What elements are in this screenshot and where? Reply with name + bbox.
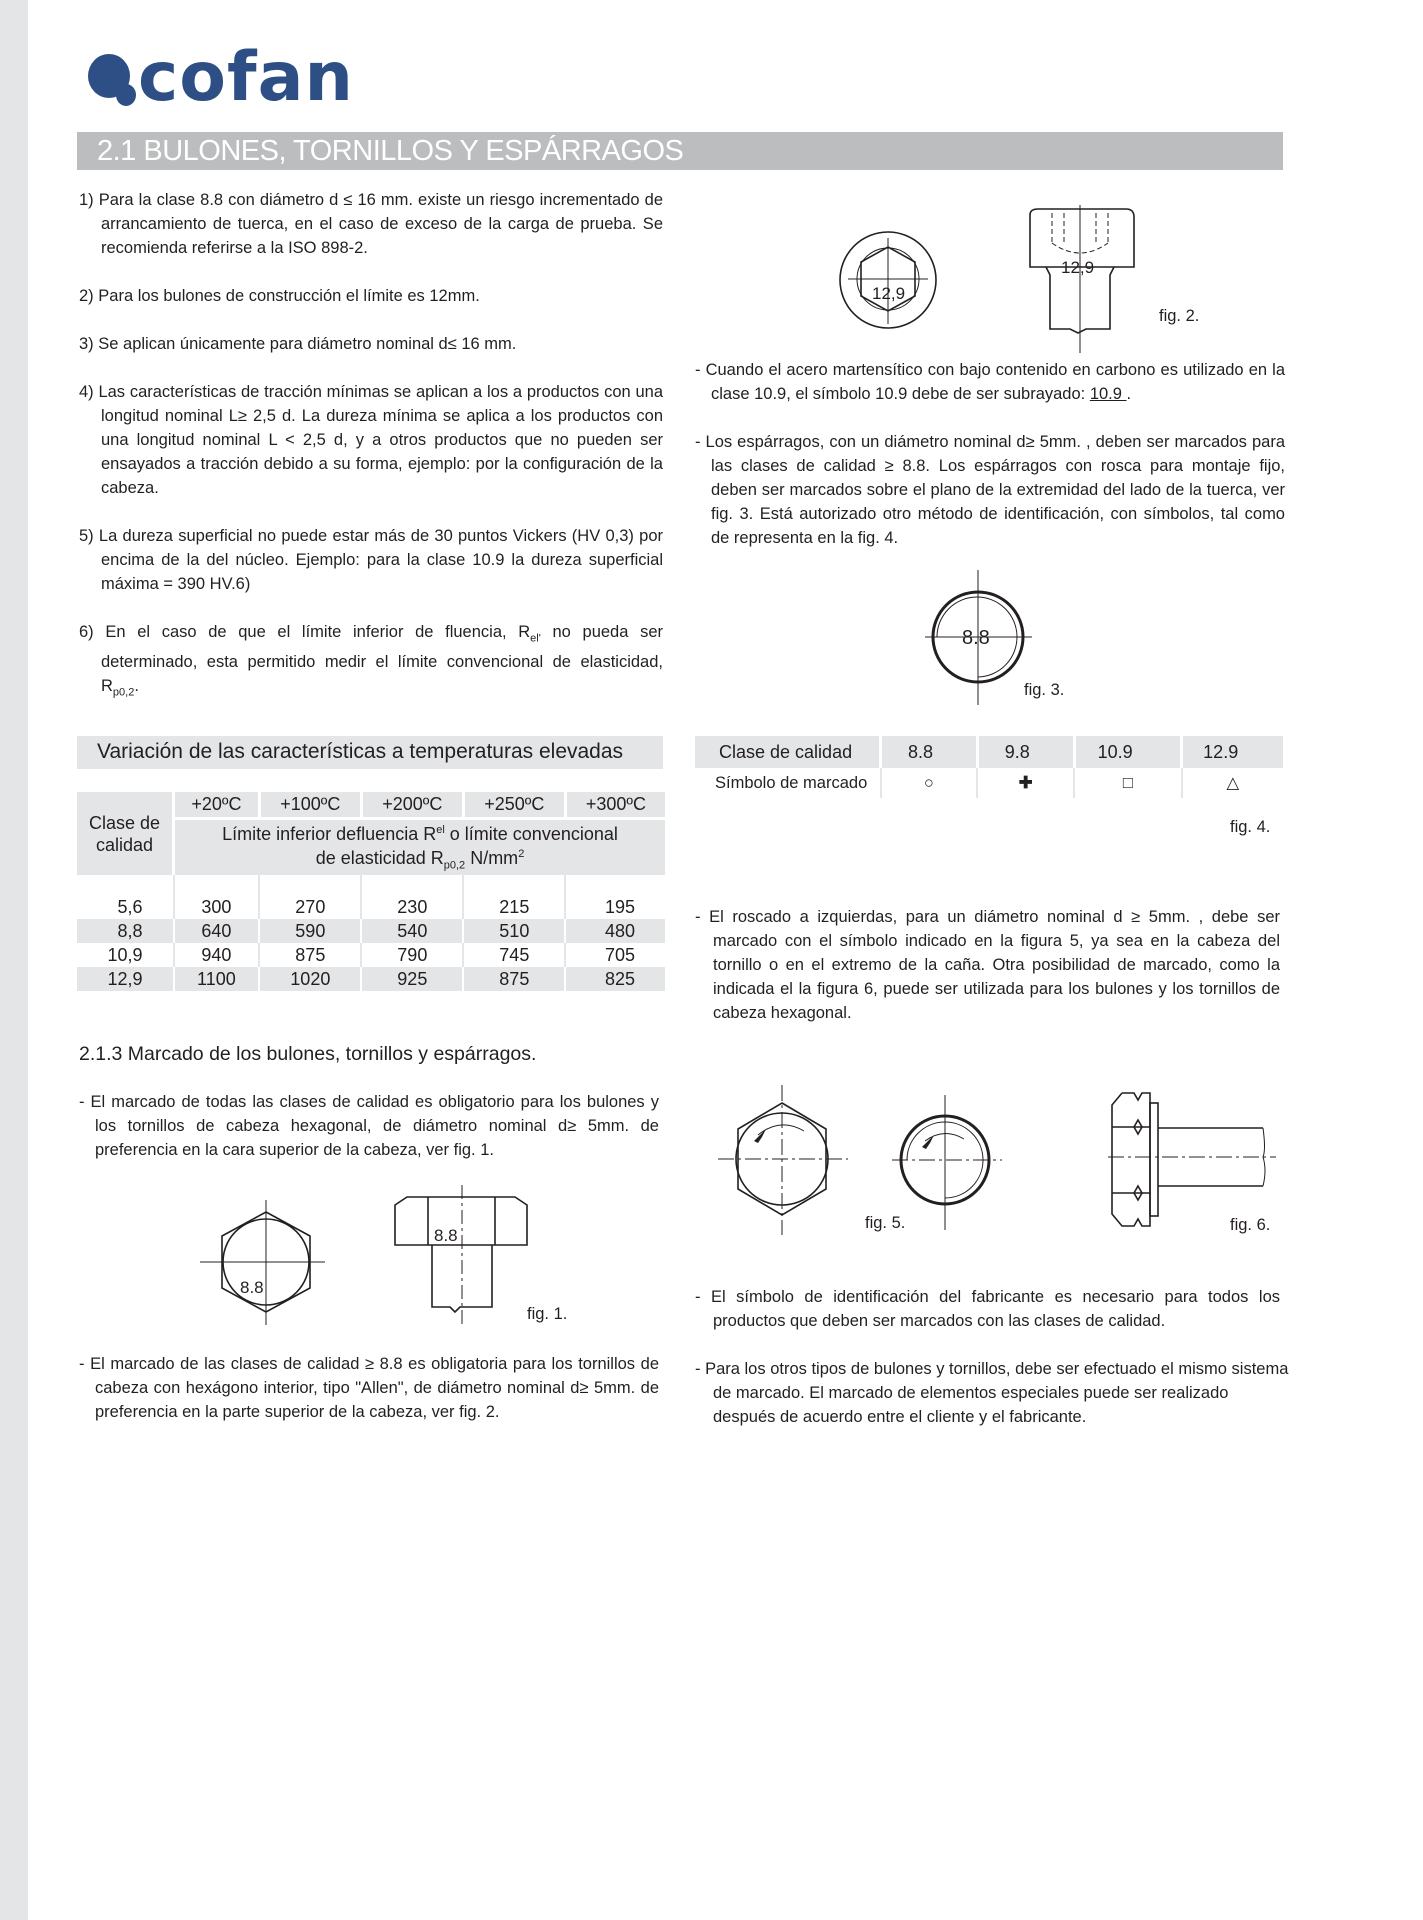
martensitic-paragraph: - Cuando el acero martensítico con bajo contenido en carbono es utilizado en la clase 10.9, el símbolo 10.9 debe de ser subrayado: 10.9 . xyxy=(695,361,1285,403)
note-5: 5) La dureza superficial no puede estar más de 30 puntos Vickers (HV 0,3) por encima de la del núcleo. Ejemplo: para la clase 10.9 la dureza superficial máxima = 390 HV.6) xyxy=(79,527,663,593)
temp-table-title: Variación de las características a temperaturas elevadas xyxy=(97,740,624,763)
manufacturer-paragraph: - El símbolo de identificación del fabricante es necesario para todos los productos que deben ser marcados con las clases de calidad. xyxy=(695,1288,1280,1330)
fig6-caption: fig. 6. xyxy=(1230,1216,1271,1234)
note-6: 6) En el caso de que el límite inferior de fluencia, $R_{el'}$ no pueda ser determinado, esta permitido medir el límite convencional de elasticidad, $R_{p0,2}$. xyxy=(79,623,663,699)
fig3-stud-end-view xyxy=(920,570,1040,710)
other-types-paragraph: - Para los otros tipos de bulones y tornillos, debe ser efectuado el mismo sistema de marcado. El marcado de elementos especiales puede ser realizado después de acuerdo entre el cliente y el fabricante. xyxy=(695,1360,1289,1426)
section-title: 2.1 BULONES, TORNILLOS Y ESPÁRRAGOS xyxy=(97,135,684,167)
table-row: 5,6 300 270 230 215 195 xyxy=(77,895,665,919)
fig1-hex-bolt-side-view xyxy=(395,1185,535,1330)
fig2-allen-bolt-top-view xyxy=(838,230,948,340)
fig2-caption: fig. 2. xyxy=(1159,307,1200,325)
fig5-left-thread-stud-end xyxy=(892,1095,1012,1235)
temp-col-250: +250ºC xyxy=(463,792,565,818)
marking-paragraph-2: - El marcado de las clases de calidad ≥ 8.8 es obligatoria para los tornillos de cabeza con hexágono interior, tipo "Allen", de diámetro nominal d≥ 5mm. de preferencia en la parte superior de la cabeza, ver fig. 2. xyxy=(79,1355,659,1421)
fig6-left-thread-notched-hex-bolt xyxy=(1108,1090,1278,1235)
fig3-caption: fig. 3. xyxy=(1024,681,1065,699)
svg-text:12,9: 12,9 xyxy=(872,284,906,303)
note-2: 2) Para los bulones de construcción el límite es 12mm. xyxy=(79,287,480,305)
symbol-table-row-label: Símbolo de marcado xyxy=(695,768,881,798)
page-margin-strip xyxy=(0,0,28,1920)
notes-list xyxy=(79,188,663,705)
circle-symbol-icon: ○ xyxy=(881,768,978,798)
left-thread-paragraph: - El roscado a izquierdas, para un diámetro nominal d ≥ 5mm. , debe ser marcado con el símbolo indicado en la figura 5, ya sea en la cabeza del tornillo o en el extremo de la caña. Otra posibilidad de marcado, como la indicada el la figura 6, puede ser utilizada para los bulones y los tornillos de cabeza hexagonal. xyxy=(695,908,1280,1022)
note-3: 3) Se aplican únicamente para diámetro nominal d≤ 16 mm. xyxy=(79,335,517,353)
logo-text: cofan xyxy=(138,38,354,117)
cross-symbol-icon: ✚ xyxy=(977,768,1074,798)
temp-col-100: +100ºC xyxy=(259,792,361,818)
square-symbol-icon: □ xyxy=(1074,768,1182,798)
note-1: 1) Para la clase 8.8 con diámetro d ≤ 16 mm. existe un riesgo incrementado de arrancamiento de tuerca, en el caso de exceso de la carga de prueba. Se recomienda referirse a la ISO 898-2. xyxy=(79,191,663,257)
table-row: 12,9 1100 1020 925 875 825 xyxy=(77,967,665,991)
section-title-band xyxy=(77,132,1283,170)
symbol-table-header-label: Clase de calidad xyxy=(695,736,881,768)
fig4-caption: fig. 4. xyxy=(1230,818,1271,836)
fig5-caption: fig. 5. xyxy=(865,1214,906,1232)
triangle-symbol-icon: △ xyxy=(1226,774,1240,792)
temperature-table xyxy=(77,792,665,991)
marking-symbol-table: Clase de calidad 8.8 9.8 10.9 12.9 Símbolo de marcado ○ ✚ □ △ xyxy=(695,736,1283,798)
temp-col-200: +200ºC xyxy=(361,792,463,818)
logo-dots-icon xyxy=(86,36,146,108)
row-header-clase: Clase de calidad xyxy=(77,792,174,875)
studs-paragraph: - Los espárragos, con un diámetro nominal d≥ 5mm. , deben ser marcados para las clases de calidad ≥ 8.8. Los espárragos con rosca para montaje fijo, deben ser marcados sobre el plano de la extremidad del lado de la tuerca, ver fig. 3. Está autorizado otro método de identificación, con símbolos, tal como de representa en la fig. 4. xyxy=(695,433,1285,547)
table-row: 8,8 640 590 540 510 480 xyxy=(77,919,665,943)
fig1-hex-bolt-top-view xyxy=(200,1200,340,1340)
marking-heading: 2.1.3 Marcado de los bulones, tornillos y espárragos. xyxy=(79,1043,537,1065)
underlined-10-9: 10.9 xyxy=(1089,385,1127,403)
table-row: 10,9 940 875 790 745 705 xyxy=(77,943,665,967)
temp-col-300: +300ºC xyxy=(565,792,665,818)
temp-col-20: +20ºC xyxy=(174,792,260,818)
fig2-allen-bolt-side-view xyxy=(1026,205,1146,355)
svg-text:8.8: 8.8 xyxy=(240,1278,264,1297)
cofan-logo xyxy=(86,36,354,117)
svg-text:12,9: 12,9 xyxy=(1061,258,1095,277)
svg-text:8.8: 8.8 xyxy=(434,1226,458,1245)
svg-text:8.8: 8.8 xyxy=(962,627,990,649)
temp-table-description: Límite inferior defluencia $R^{el}$ o límite convencional de elasticidad $R_{p0,2}$ $N/mm^2$ xyxy=(174,818,666,875)
note-4: 4) Las características de tracción mínimas se aplican a los a productos con una longitud nominal L≥ 2,5 d. La dureza mínima se aplica a los productos con una longitud nominal L < 2,5 d, y a otros productos que no pueden ser ensayados a tracción debido a su forma, ejemplo: por la configuración de la cabeza. xyxy=(79,383,663,497)
fig1-caption: fig. 1. xyxy=(527,1305,568,1323)
fig5-left-thread-hex-head xyxy=(718,1085,858,1235)
marking-paragraph-1: - El marcado de todas las clases de calidad es obligatorio para los bulones y los tornillos de cabeza hexagonal, de diámetro nominal d≥ 5mm. de preferencia en la cara superior de la cabeza, ver fig. 1. xyxy=(79,1093,659,1159)
temp-table-title-band xyxy=(77,736,663,769)
